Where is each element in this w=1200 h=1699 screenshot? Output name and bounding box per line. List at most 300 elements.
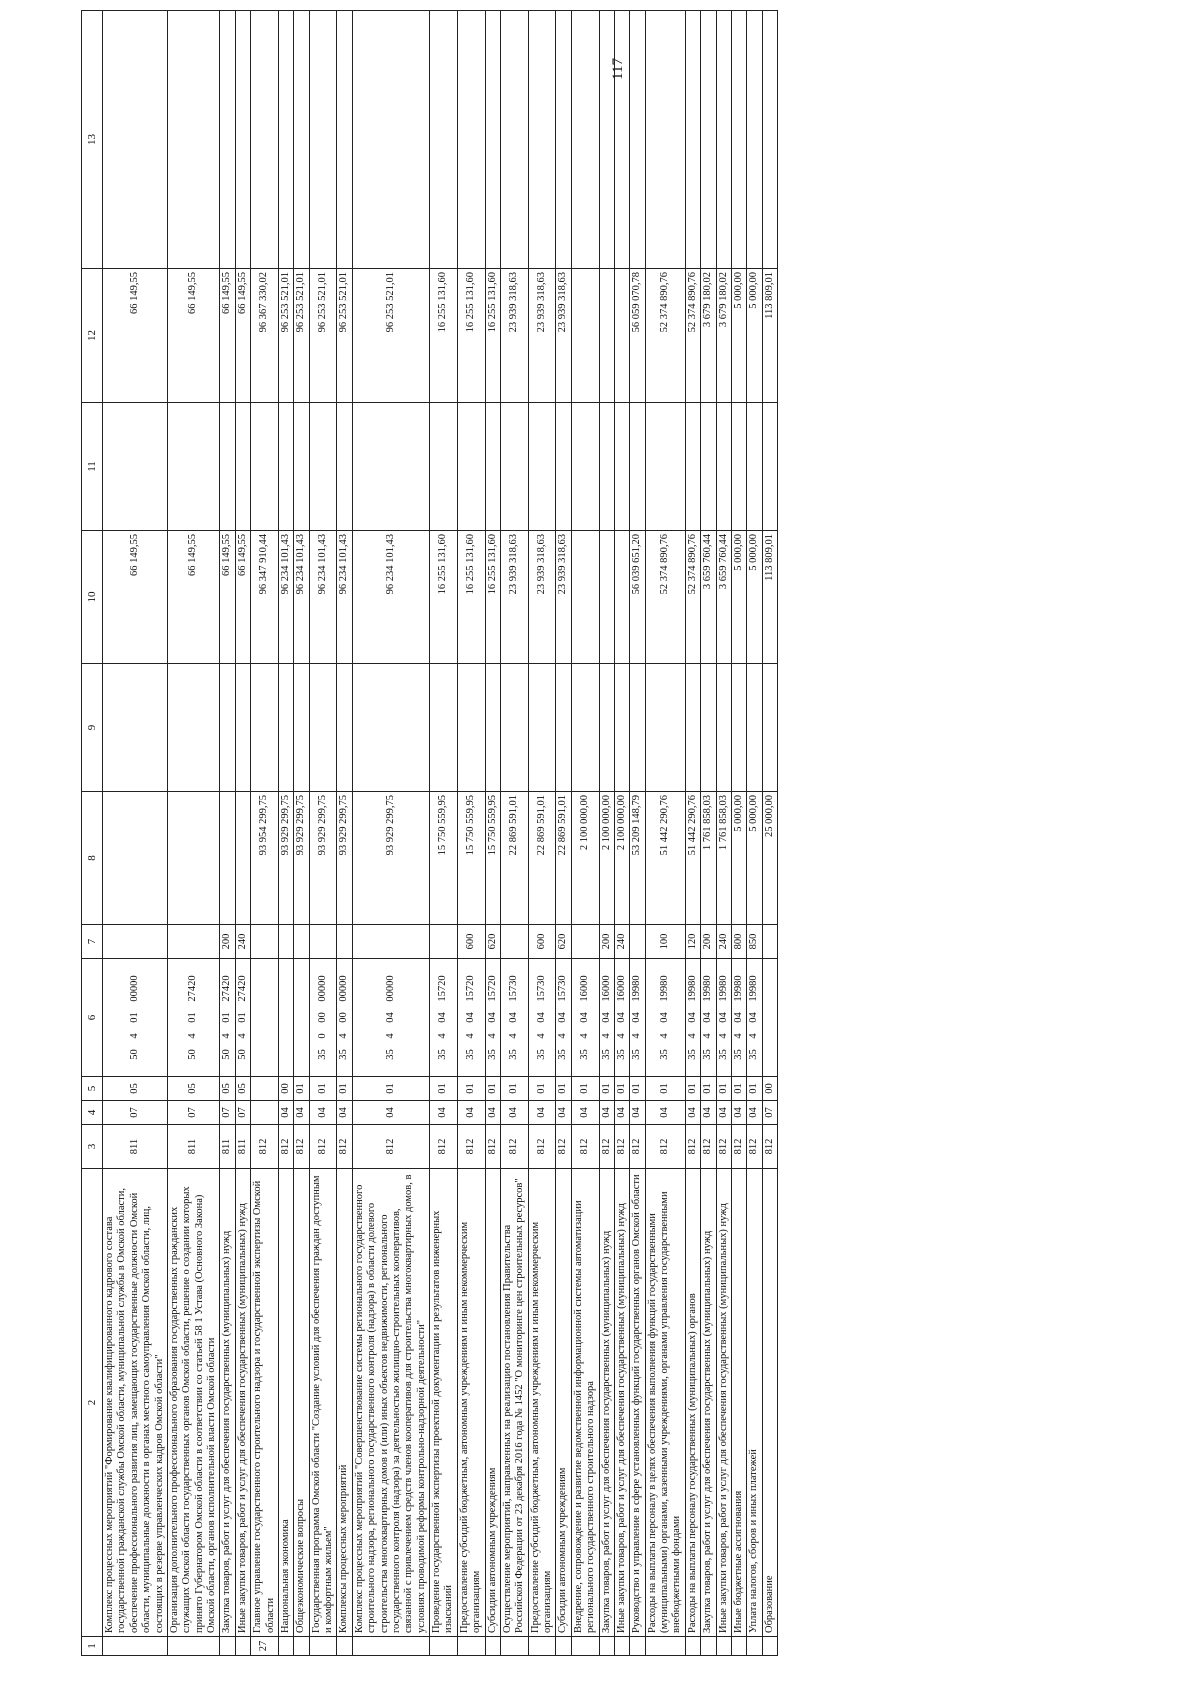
cell-amount-col-11: [701, 403, 716, 531]
cell-name: Проведение государственной экспертизы проектной документации и результатов инженерных изысканий: [430, 1169, 458, 1637]
cell-amount-col-10: 23 939 318,63: [500, 531, 528, 664]
cell-amount-col-12: 23 939 318,63: [528, 269, 556, 403]
cell-amount-col-12: 66 149,55: [235, 269, 250, 403]
cell-amount-col-12: 5 000,00: [731, 269, 746, 403]
cell-amount-col-10: 96 234 101,43: [309, 531, 337, 664]
cell-amount-col-9: [645, 664, 685, 792]
cell-ministry-code: 812: [731, 1125, 746, 1169]
cell-amount-col-8: 5 000,00: [747, 792, 762, 925]
column-header-1: 1: [82, 1637, 103, 1656]
cell-section: 07: [167, 1101, 220, 1125]
table-row: [167, 11, 220, 1656]
cell-amount-col-8: 51 442 290,76: [645, 792, 685, 925]
table-row: [430, 11, 458, 1656]
column-header-9: 9: [82, 664, 103, 792]
cell-section: 04: [500, 1101, 528, 1125]
cell-amount-col-8: 1 761 858,03: [701, 792, 716, 925]
cell-amount-col-12: 52 374 890,76: [645, 269, 685, 403]
table-row: [716, 11, 731, 1656]
cell-ministry-code: 812: [630, 1125, 645, 1169]
cell-target-article: 35 4 04 15720: [457, 959, 485, 1077]
cell-ministry-code: 812: [701, 1125, 716, 1169]
cell-amount-col-8: 93 929 299,75: [294, 792, 309, 925]
cell-amount-col-11: [457, 403, 485, 531]
cell-amount-col-10: 56 039 651,20: [630, 531, 645, 664]
cell-amount-col-12: [614, 269, 629, 403]
cell-amount-col-13: [645, 11, 685, 269]
table-row: [485, 11, 500, 1656]
cell-amount-col-9: [500, 664, 528, 792]
cell-amount-col-13: [716, 11, 731, 269]
cell-subsection: 05: [167, 1077, 220, 1101]
cell-amount-col-13: [528, 11, 556, 269]
cell-amount-col-8: 53 209 148,79: [630, 792, 645, 925]
cell-amount-col-11: [731, 403, 746, 531]
cell-subsection: 00: [278, 1077, 293, 1101]
cell-row-number: [556, 1637, 571, 1656]
column-header-12: 12: [82, 269, 103, 403]
cell-amount-col-11: [309, 403, 337, 531]
cell-row-number: [457, 1637, 485, 1656]
cell-row-number: [599, 1637, 614, 1656]
cell-amount-col-13: [685, 11, 700, 269]
cell-amount-col-11: [556, 403, 571, 531]
cell-name: Государственная программа Омской области "Создание условий для обеспечения граждан доступным и комфортным жильем": [309, 1169, 337, 1637]
cell-amount-col-8: 15 750 559,95: [457, 792, 485, 925]
cell-expense-type: [167, 925, 220, 959]
cell-subsection: 01: [645, 1077, 685, 1101]
cell-row-number: [500, 1637, 528, 1656]
column-header-4: 4: [82, 1101, 103, 1125]
cell-section: 07: [235, 1101, 250, 1125]
cell-target-article: 35 4 04 00000: [352, 959, 429, 1077]
cell-amount-col-9: [485, 664, 500, 792]
cell-row-number: [701, 1637, 716, 1656]
cell-subsection: 01: [747, 1077, 762, 1101]
cell-amount-col-10: 3 659 760,44: [701, 531, 716, 664]
cell-subsection: 01: [294, 1077, 309, 1101]
cell-row-number: [747, 1637, 762, 1656]
cell-target-article: 50 4 01 00000: [103, 959, 168, 1077]
table-row: [731, 11, 746, 1656]
cell-row-number: [716, 1637, 731, 1656]
cell-row-number: [430, 1637, 458, 1656]
table-row: [630, 11, 645, 1656]
column-header-10: 10: [82, 531, 103, 664]
cell-amount-col-8: 93 954 299,75: [251, 792, 279, 925]
cell-subsection: 01: [337, 1077, 352, 1101]
cell-amount-col-13: [220, 11, 235, 269]
table-row: [337, 11, 352, 1656]
cell-amount-col-10: 96 234 101,43: [294, 531, 309, 664]
cell-amount-col-12: 23 939 318,63: [500, 269, 528, 403]
table-row: [528, 11, 556, 1656]
cell-section: [251, 1101, 279, 1125]
cell-expense-type: [500, 925, 528, 959]
cell-amount-col-13: [556, 11, 571, 269]
cell-amount-col-11: [500, 403, 528, 531]
cell-section: 04: [457, 1101, 485, 1125]
cell-subsection: 01: [528, 1077, 556, 1101]
cell-name: Иные закупки товаров, работ и услуг для обеспечения государственных (муниципальных) нужд: [235, 1169, 250, 1637]
cell-subsection: 01: [457, 1077, 485, 1101]
cell-row-number: [337, 1637, 352, 1656]
table-row: [556, 11, 571, 1656]
cell-target-article: 35 4 04 15730: [556, 959, 571, 1077]
cell-amount-col-10: 96 234 101,43: [337, 531, 352, 664]
table-row: [645, 11, 685, 1656]
cell-amount-col-8: 93 929 299,75: [337, 792, 352, 925]
cell-ministry-code: 812: [556, 1125, 571, 1169]
table-row: [747, 11, 762, 1656]
cell-amount-col-10: 96 234 101,43: [278, 531, 293, 664]
cell-expense-type: [251, 925, 279, 959]
cell-subsection: 01: [685, 1077, 700, 1101]
cell-amount-col-11: [251, 403, 279, 531]
cell-amount-col-10: 52 374 890,76: [685, 531, 700, 664]
cell-row-number: [235, 1637, 250, 1656]
cell-ministry-code: 812: [337, 1125, 352, 1169]
cell-amount-col-8: 93 929 299,75: [352, 792, 429, 925]
cell-ministry-code: 811: [167, 1125, 220, 1169]
cell-ministry-code: 811: [220, 1125, 235, 1169]
table-row: [701, 11, 716, 1656]
cell-row-number: [685, 1637, 700, 1656]
cell-expense-type: [352, 925, 429, 959]
cell-row-number: [630, 1637, 645, 1656]
cell-amount-col-10: 16 255 131,60: [457, 531, 485, 664]
cell-amount-col-12: 96 253 521,01: [352, 269, 429, 403]
cell-amount-col-12: 56 059 070,78: [630, 269, 645, 403]
cell-row-number: [614, 1637, 629, 1656]
cell-section: 07: [103, 1101, 168, 1125]
cell-target-article: 50 4 01 27420: [235, 959, 250, 1077]
cell-name: Национальная экономика: [278, 1169, 293, 1637]
cell-amount-col-11: [220, 403, 235, 531]
table-row: [571, 11, 599, 1656]
cell-amount-col-13: [599, 11, 614, 269]
header-row: [82, 11, 103, 1656]
cell-target-article: 35 4 04 19980: [630, 959, 645, 1077]
cell-row-number: [645, 1637, 685, 1656]
cell-expense-type: 120: [685, 925, 700, 959]
cell-expense-type: [430, 925, 458, 959]
cell-target-article: 35 4 04 15720: [485, 959, 500, 1077]
cell-expense-type: 620: [485, 925, 500, 959]
cell-target-article: 35 0 00 00000: [309, 959, 337, 1077]
cell-amount-col-9: [747, 664, 762, 792]
cell-amount-col-12: 96 253 521,01: [278, 269, 293, 403]
table-row: [614, 11, 629, 1656]
cell-amount-col-9: [352, 664, 429, 792]
cell-amount-col-11: [430, 403, 458, 531]
table-row: [103, 11, 168, 1656]
cell-name: Закупка товаров, работ и услуг для обеспечения государственных (муниципальных) нужд: [599, 1169, 614, 1637]
table-row: [457, 11, 485, 1656]
cell-ministry-code: 812: [309, 1125, 337, 1169]
cell-amount-col-12: 23 939 318,63: [556, 269, 571, 403]
cell-amount-col-10: 5 000,00: [731, 531, 746, 664]
cell-amount-col-13: [294, 11, 309, 269]
cell-amount-col-9: [167, 664, 220, 792]
cell-target-article: 35 4 04 16000: [571, 959, 599, 1077]
cell-amount-col-9: [430, 664, 458, 792]
cell-expense-type: [571, 925, 599, 959]
table-row: [251, 11, 279, 1656]
cell-name: Комплекс процессных мероприятий "Формирование квалифицированного кадрового состава государственной гражданской службы Омской области, муниципальной службы в Омской области, обеспечение профессионального развития лиц, замещающих государственные должности Омской области, муниципальные должности в органах местного самоуправления Омской области, лиц, состоящих в резерве управленческих кадров Омской области": [103, 1169, 168, 1637]
column-header-13: 13: [82, 11, 103, 269]
cell-amount-col-10: 66 149,55: [220, 531, 235, 664]
cell-target-article: [251, 959, 279, 1077]
cell-amount-col-8: 22 869 591,01: [528, 792, 556, 925]
cell-ministry-code: 812: [716, 1125, 731, 1169]
cell-amount-col-10: 52 374 890,76: [645, 531, 685, 664]
cell-amount-col-9: [294, 664, 309, 792]
cell-subsection: 01: [485, 1077, 500, 1101]
cell-amount-col-11: [235, 403, 250, 531]
cell-target-article: 35 4 00 00000: [337, 959, 352, 1077]
cell-amount-col-8: 1 761 858,03: [716, 792, 731, 925]
table-row: [309, 11, 337, 1656]
cell-section: 04: [430, 1101, 458, 1125]
cell-name: Субсидии автономным учреждениям: [485, 1169, 500, 1637]
cell-target-article: 35 4 04 16000: [599, 959, 614, 1077]
cell-amount-col-8: 15 750 559,95: [485, 792, 500, 925]
cell-name: Образование: [762, 1169, 777, 1637]
cell-amount-col-9: [235, 664, 250, 792]
cell-amount-col-11: [278, 403, 293, 531]
cell-subsection: 01: [630, 1077, 645, 1101]
cell-amount-col-9: [220, 664, 235, 792]
cell-section: 04: [701, 1101, 716, 1125]
cell-expense-type: 240: [614, 925, 629, 959]
cell-amount-col-13: [251, 11, 279, 269]
cell-amount-col-10: [571, 531, 599, 664]
cell-section: 04: [630, 1101, 645, 1125]
cell-amount-col-9: [309, 664, 337, 792]
cell-ministry-code: 812: [500, 1125, 528, 1169]
cell-target-article: [762, 959, 777, 1077]
cell-section: 04: [645, 1101, 685, 1125]
cell-section: 04: [485, 1101, 500, 1125]
cell-expense-type: [278, 925, 293, 959]
cell-expense-type: 100: [645, 925, 685, 959]
cell-subsection: 01: [571, 1077, 599, 1101]
cell-amount-col-11: [685, 403, 700, 531]
cell-amount-col-13: [235, 11, 250, 269]
cell-row-number: [220, 1637, 235, 1656]
table-row: [294, 11, 309, 1656]
cell-ministry-code: 812: [645, 1125, 685, 1169]
cell-amount-col-11: [747, 403, 762, 531]
cell-amount-col-9: [556, 664, 571, 792]
table-row: [235, 11, 250, 1656]
cell-ministry-code: 812: [614, 1125, 629, 1169]
cell-expense-type: 800: [731, 925, 746, 959]
cell-amount-col-13: [167, 11, 220, 269]
cell-expense-type: 200: [701, 925, 716, 959]
cell-section: 04: [528, 1101, 556, 1125]
cell-amount-col-13: [630, 11, 645, 269]
cell-amount-col-8: 25 000,00: [762, 792, 777, 925]
cell-row-number: [309, 1637, 337, 1656]
cell-amount-col-11: [614, 403, 629, 531]
cell-amount-col-9: [103, 664, 168, 792]
table-row: [500, 11, 528, 1656]
cell-section: 04: [614, 1101, 629, 1125]
cell-amount-col-11: [528, 403, 556, 531]
cell-amount-col-13: [614, 11, 629, 269]
cell-target-article: [294, 959, 309, 1077]
cell-amount-col-8: 22 869 591,01: [500, 792, 528, 925]
cell-amount-col-9: [716, 664, 731, 792]
cell-amount-col-11: [716, 403, 731, 531]
cell-target-article: 35 4 04 19980: [645, 959, 685, 1077]
cell-amount-col-8: [167, 792, 220, 925]
table-body: [103, 11, 778, 1656]
cell-row-number: [528, 1637, 556, 1656]
cell-amount-col-12: 52 374 890,76: [685, 269, 700, 403]
cell-ministry-code: 812: [352, 1125, 429, 1169]
cell-amount-col-9: [251, 664, 279, 792]
cell-ministry-code: 812: [685, 1125, 700, 1169]
cell-ministry-code: 812: [599, 1125, 614, 1169]
cell-amount-col-10: 3 659 760,44: [716, 531, 731, 664]
cell-amount-col-13: [352, 11, 429, 269]
cell-row-number: [571, 1637, 599, 1656]
cell-name: Иные закупки товаров, работ и услуг для обеспечения государственных (муниципальных) нужд: [716, 1169, 731, 1637]
cell-amount-col-11: [103, 403, 168, 531]
cell-amount-col-11: [762, 403, 777, 531]
cell-expense-type: [337, 925, 352, 959]
column-header-3: 3: [82, 1125, 103, 1169]
cell-amount-col-9: [630, 664, 645, 792]
cell-subsection: 05: [235, 1077, 250, 1101]
page-number: 117: [610, 58, 626, 80]
cell-amount-col-10: 66 149,55: [235, 531, 250, 664]
cell-amount-col-8: 15 750 559,95: [430, 792, 458, 925]
cell-subsection: 01: [352, 1077, 429, 1101]
cell-amount-col-8: 5 000,00: [731, 792, 746, 925]
table-row: [762, 11, 777, 1656]
cell-name: Внедрение, сопровождение и развитие ведомственной информационной системы автоматизации регионального государственного строительного надзора: [571, 1169, 599, 1637]
budget-table: [81, 10, 778, 1656]
cell-target-article: [278, 959, 293, 1077]
cell-amount-col-9: [599, 664, 614, 792]
cell-amount-col-10: 16 255 131,60: [485, 531, 500, 664]
cell-amount-col-12: 66 149,55: [167, 269, 220, 403]
cell-target-article: 35 4 04 19980: [731, 959, 746, 1077]
cell-row-number: [762, 1637, 777, 1656]
cell-amount-col-8: 93 929 299,75: [309, 792, 337, 925]
cell-name: Осуществление мероприятий, направленных на реализацию постановления Правительства Российской Федерации от 23 декабря 2016 года № 1452 "О мониторинге цен строительных ресурсов": [500, 1169, 528, 1637]
cell-row-number: 27: [251, 1637, 279, 1656]
cell-subsection: 01: [309, 1077, 337, 1101]
cell-name: Расходы на выплаты персоналу государственных (муниципальных) органов: [685, 1169, 700, 1637]
cell-amount-col-11: [630, 403, 645, 531]
cell-amount-col-13: [309, 11, 337, 269]
cell-row-number: [294, 1637, 309, 1656]
cell-section: 04: [747, 1101, 762, 1125]
cell-subsection: 05: [220, 1077, 235, 1101]
cell-amount-col-9: [614, 664, 629, 792]
column-header-2: 2: [82, 1169, 103, 1637]
cell-expense-type: 600: [457, 925, 485, 959]
column-header-11: 11: [82, 403, 103, 531]
cell-amount-col-13: [278, 11, 293, 269]
cell-section: 04: [352, 1101, 429, 1125]
cell-amount-col-12: 3 679 180,02: [716, 269, 731, 403]
cell-amount-col-9: [701, 664, 716, 792]
cell-amount-col-12: 96 253 521,01: [337, 269, 352, 403]
cell-amount-col-11: [645, 403, 685, 531]
cell-expense-type: 600: [528, 925, 556, 959]
cell-section: 04: [337, 1101, 352, 1125]
cell-amount-col-10: [614, 531, 629, 664]
cell-expense-type: [630, 925, 645, 959]
cell-target-article: 35 4 04 15720: [430, 959, 458, 1077]
cell-amount-col-10: 113 809,01: [762, 531, 777, 664]
cell-amount-col-10: 96 347 910,44: [251, 531, 279, 664]
cell-amount-col-13: [747, 11, 762, 269]
cell-amount-col-11: [571, 403, 599, 531]
cell-amount-col-9: [731, 664, 746, 792]
cell-ministry-code: 812: [571, 1125, 599, 1169]
cell-amount-col-13: [701, 11, 716, 269]
cell-row-number: [167, 1637, 220, 1656]
column-header-7: 7: [82, 925, 103, 959]
table-row: [278, 11, 293, 1656]
cell-expense-type: 240: [716, 925, 731, 959]
cell-expense-type: [309, 925, 337, 959]
cell-row-number: [352, 1637, 429, 1656]
cell-row-number: [103, 1637, 168, 1656]
cell-target-article: 50 4 01 27420: [167, 959, 220, 1077]
cell-name: Организация дополнительного профессионального образования государственных гражданских служащих Омской области государственных органов Омской области, решение о создании которых принято Губернатором Омской области в соответствии со статьей 58 1 Устава (Основного Закона) Омской области, органов исполнительной власти Омской области: [167, 1169, 220, 1637]
cell-ministry-code: 812: [251, 1125, 279, 1169]
column-header-8: 8: [82, 792, 103, 925]
cell-ministry-code: 812: [528, 1125, 556, 1169]
cell-amount-col-12: 113 809,01: [762, 269, 777, 403]
cell-amount-col-10: 66 149,55: [103, 531, 168, 664]
column-header-5: 5: [82, 1077, 103, 1101]
cell-section: 04: [556, 1101, 571, 1125]
cell-section: 04: [599, 1101, 614, 1125]
cell-amount-col-11: [599, 403, 614, 531]
cell-amount-col-10: 66 149,55: [167, 531, 220, 664]
cell-amount-col-9: [337, 664, 352, 792]
cell-subsection: 01: [731, 1077, 746, 1101]
cell-amount-col-11: [294, 403, 309, 531]
cell-amount-col-9: [762, 664, 777, 792]
cell-amount-col-8: 93 929 299,75: [278, 792, 293, 925]
cell-amount-col-13: [731, 11, 746, 269]
cell-section: 04: [294, 1101, 309, 1125]
cell-amount-col-13: [500, 11, 528, 269]
cell-section: 04: [571, 1101, 599, 1125]
cell-amount-col-8: [220, 792, 235, 925]
cell-amount-col-12: [599, 269, 614, 403]
cell-expense-type: 240: [235, 925, 250, 959]
cell-ministry-code: 812: [457, 1125, 485, 1169]
cell-ministry-code: 812: [278, 1125, 293, 1169]
cell-amount-col-8: 2 100 000,00: [614, 792, 629, 925]
cell-target-article: 35 4 04 19980: [701, 959, 716, 1077]
cell-amount-col-9: [278, 664, 293, 792]
cell-amount-col-10: 5 000,00: [747, 531, 762, 664]
cell-ministry-code: 811: [103, 1125, 168, 1169]
cell-expense-type: [103, 925, 168, 959]
